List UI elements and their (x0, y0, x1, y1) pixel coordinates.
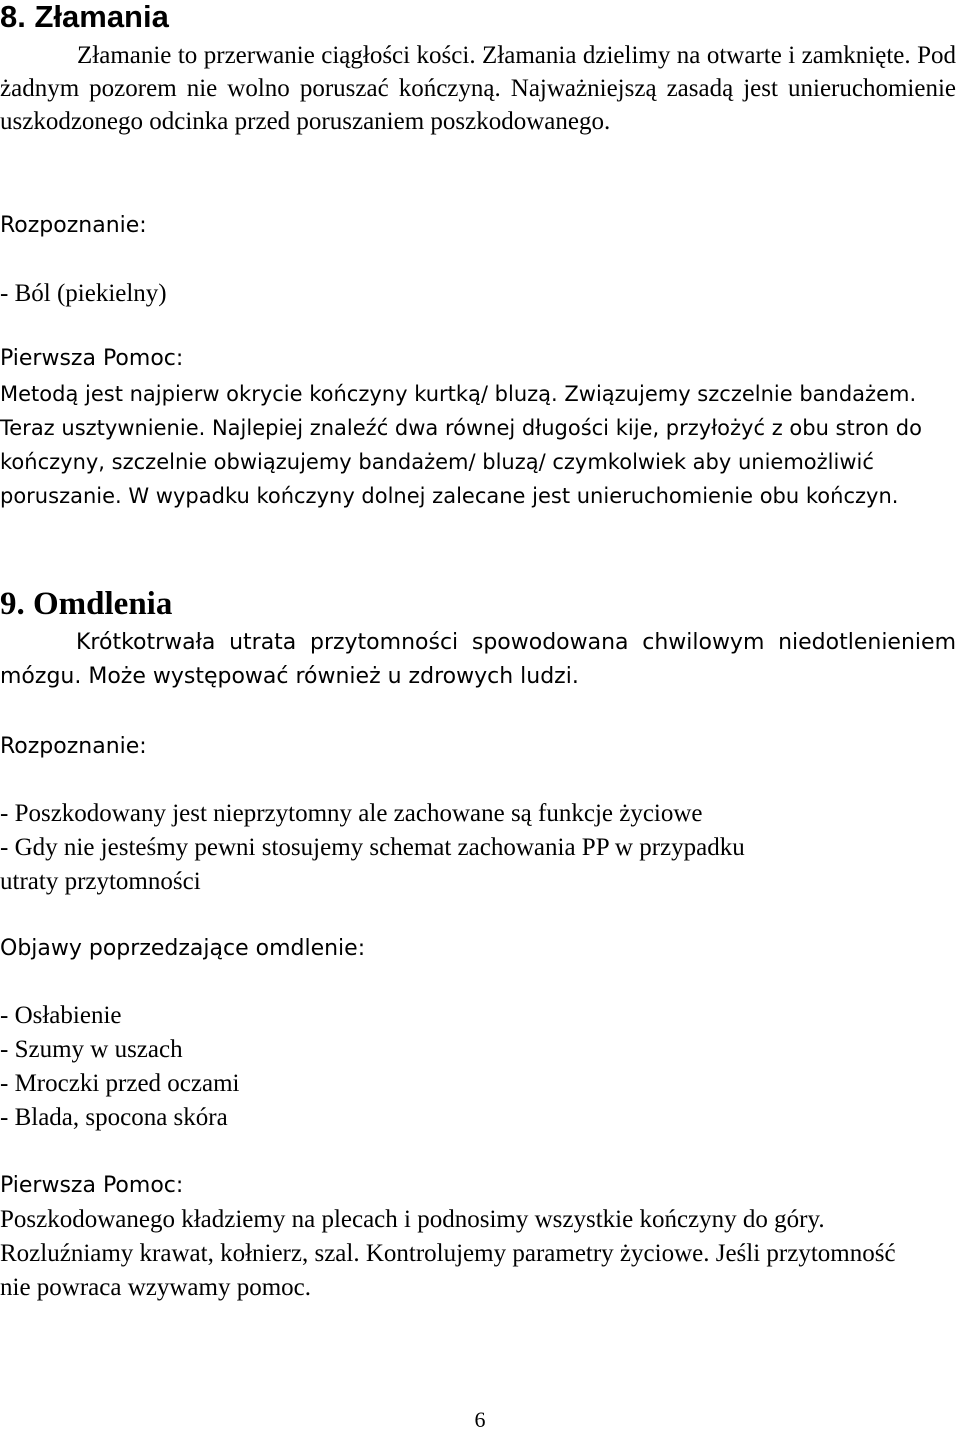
fainting-symptoms-label: Objawy poprzedzające omdlenie: (0, 936, 366, 961)
list-item: - Poszkodowany jest nieprzytomny ale zachowane są funkcje życiowe (0, 800, 703, 827)
fainting-symptoms-list (0, 999, 239, 1135)
fainting-intro-paragraph (0, 626, 956, 694)
fractures-first-aid-label: Pierwsza Pomoc: (0, 346, 184, 371)
fainting-intro-text: Krótkotrwała utrata przytomności spowodowana chwilowym niedotlenieniem mózgu. Może występować również u zdrowych ludzi. (0, 630, 956, 689)
fractures-intro-paragraph: Złamanie to przerwanie ciągłości kości. Złamania dzielimy na otwarte i zamknięte. Pod żadnym pozorem nie wolno poruszać kończyną. Najważniejszą zasadą jest unieruchomienie uszkodzonego odcinka przed poruszaniem poszkodowanego. (0, 42, 956, 135)
section-heading-fainting: 9. Omdlenia (0, 586, 173, 622)
fractures-recognition-label: Rozpoznanie: (0, 213, 147, 238)
list-item: - Szumy w uszach (0, 1036, 183, 1063)
list-item: - Blada, spocona skóra (0, 1104, 228, 1131)
fainting-recognition-label: Rozpoznanie: (0, 734, 147, 759)
fractures-first-aid-text: Metodą jest najpierw okrycie kończyny kurtką/ bluzą. Związujemy szczelnie bandażem. Teraz usztywnienie. Najlepiej znaleźć dwa równej długości kije, przyłożyć z obu stron do kończyny, szczelnie obwiązujemy bandażem/ bluzą/ czymkolwiek aby uniemożliwić poruszanie. W wypadku kończyny dolnej zalecane jest unieruchomienie obu kończyn. (0, 382, 922, 508)
list-item: - Osłabienie (0, 1002, 122, 1029)
list-item: - Mroczki przed oczami (0, 1070, 240, 1097)
fainting-recognition-list (0, 797, 745, 899)
fainting-first-aid-label: Pierwsza Pomoc: (0, 1173, 184, 1198)
fainting-first-aid-text: Poszkodowanego kładziemy na plecach i podnosimy wszystkie kończyny do góry. Rozluźniamy krawat, kołnierz, szal. Kontrolujemy parametry życiowe. Jeśli przytomność nie powraca wzywamy pomoc. (0, 1206, 896, 1301)
section-heading-fractures: 8. Złamania (0, 0, 169, 34)
page-number: 6 (474, 1407, 486, 1432)
list-item: - Gdy nie jesteśmy pewni stosujemy schemat zachowania PP w przypadku (0, 834, 745, 861)
fractures-recognition-item: - Ból (piekielny) (0, 280, 167, 307)
list-item: utraty przytomności (0, 868, 201, 895)
